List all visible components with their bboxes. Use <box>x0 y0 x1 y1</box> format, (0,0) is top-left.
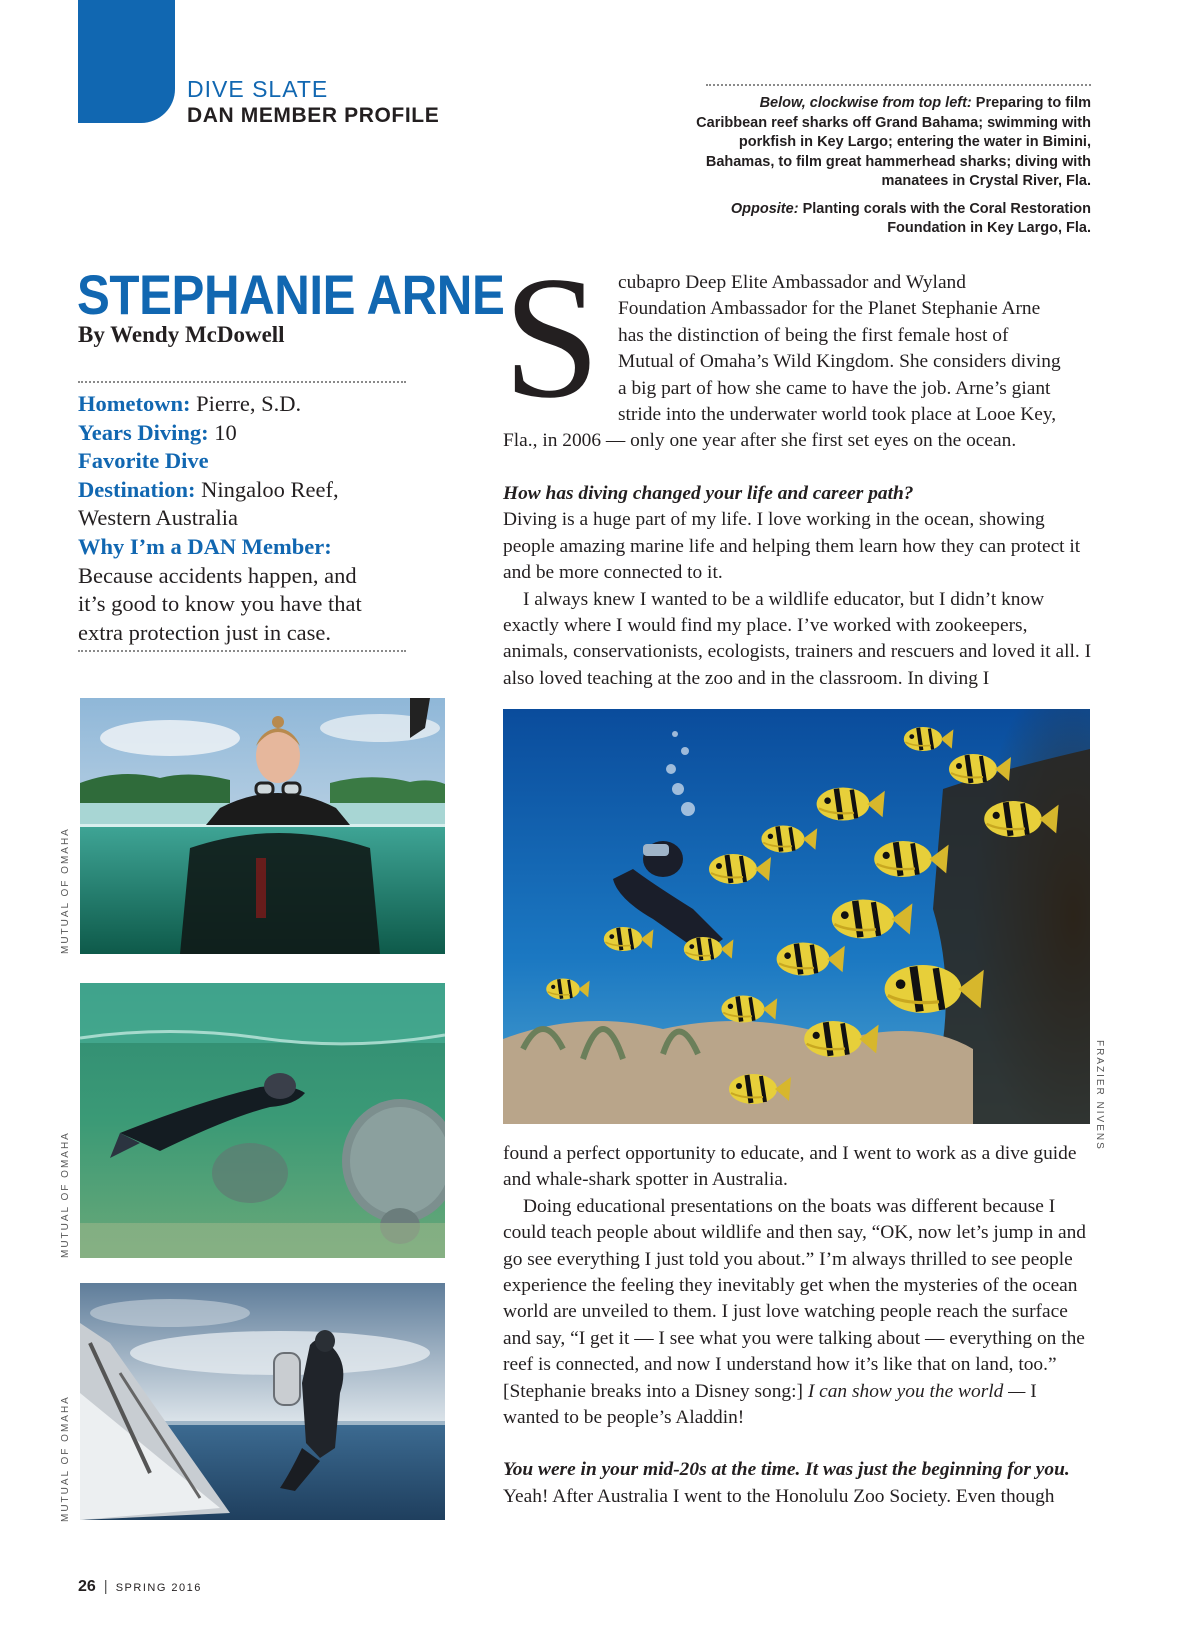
section-title: DIVE SLATE <box>187 76 329 102</box>
question-2: You were in your mid-20s at the time. It was just the beginning for you. <box>503 1459 1070 1481</box>
why-line-2: it’s good to know you have that <box>78 591 362 617</box>
photo-porkfish-school <box>503 709 1090 1124</box>
photo-boat-entry <box>80 1283 445 1520</box>
photo-manatees-image <box>80 983 445 1258</box>
photo-caption <box>690 94 1091 247</box>
answer-1-paragraph-3-end: I wanted to be people’s Aladdin! <box>503 1380 1037 1429</box>
why-line-3: extra protection just in case. <box>78 619 332 645</box>
facts-divider-bottom <box>78 650 406 652</box>
intro-line-last: Fla., in 2006 — only one year after she first set eyes on the ocean. <box>503 430 1017 451</box>
why-label: Why I’m a DAN Member: <box>78 533 332 559</box>
photo-credit-main: FRAZIER NIVENS <box>1094 1040 1105 1151</box>
intro-line: a big part of how she came to have the job. Arne’s giant <box>618 377 1051 399</box>
caption-text: Preparing to film Caribbean reef sharks off Grand Bahama; swimming with porkfish in Key Largo; entering the water in Bimini, Bahamas, to film great hammerhead sharks; diving with manatees in Crystal River, Fla. <box>696 95 1091 189</box>
years-label: Years Diving: <box>78 419 209 445</box>
byline: By Wendy McDowell <box>78 322 285 347</box>
page-number: 26 <box>78 1578 96 1595</box>
caption-divider <box>706 84 1091 86</box>
article-body-bottom <box>503 1141 1093 1510</box>
intro-line: Mutual of Omaha’s Wild Kingdom. She considers diving <box>618 351 1061 373</box>
profile-facts <box>78 390 408 647</box>
photo-diver-split-level-image <box>80 698 445 954</box>
years-value: 10 <box>214 419 237 445</box>
facts-divider-top <box>78 381 406 383</box>
article-body-top <box>503 481 1093 692</box>
answer-2: Yeah! After Australia I went to the Honolulu Zoo Society. Even though <box>503 1485 1055 1507</box>
song-lyric: I can show you the world — <box>807 1380 1026 1402</box>
answer-1-paragraph-2-continued: found a perfect opportunity to educate, and I went to work as a dive guide and whale-shark spotter in Australia. <box>503 1143 1077 1191</box>
photo-manatees <box>80 983 445 1258</box>
destination-value-2: Western Australia <box>78 505 239 531</box>
intro-line: Foundation Ambassador for the Planet Stephanie Arne <box>618 298 1041 320</box>
photo-boat-entry-image <box>80 1283 445 1520</box>
photo-credit-3: MUTUAL OF OMAHA <box>60 1395 71 1522</box>
answer-1-paragraph-2: I always knew I wanted to be a wildlife educator, but I didn’t know exactly where I would find my place. I’ve worked with zookeepers, animals, conservationists, ecologists, trainers and rescuers and loved it all. I also loved teaching at the zoo and in the classroom. In diving I <box>503 588 1092 689</box>
photo-porkfish-school-image <box>503 709 1090 1124</box>
caption-lead: Below, clockwise from top left: <box>759 95 972 111</box>
caption-lead-opposite: Opposite: <box>730 200 799 217</box>
hometown-label: Hometown: <box>78 391 191 416</box>
drop-cap: S <box>503 240 601 434</box>
photo-credit-1: MUTUAL OF OMAHA <box>60 827 71 954</box>
photo-diver-split-level <box>80 698 445 954</box>
issue-label: SPRING 2016 <box>115 1582 202 1594</box>
intro-line: stride into the underwater world took place at Looe Key, <box>618 404 1057 426</box>
footer-separator: | <box>103 1578 108 1595</box>
photo-credit-2: MUTUAL OF OMAHA <box>60 1131 71 1258</box>
answer-1-paragraph-3 <box>503 1194 1093 1432</box>
destination-label-2: Destination: <box>78 476 196 502</box>
why-line-1: Because accidents happen, and <box>78 562 357 588</box>
hometown-value: Pierre, S.D. <box>196 391 302 416</box>
destination-value: Ningaloo Reef, <box>201 476 339 502</box>
answer-1-paragraph-1: Diving is a huge part of my life. I love working in the ocean, showing people amazing marine life and helping them learn how they can protect it and be more connected to it. <box>503 509 1081 584</box>
caption-text-opposite: Planting corals with the Coral Restoration Foundation in Key Largo, Fla. <box>802 200 1091 236</box>
section-tab <box>78 0 175 123</box>
paragraph-spacer <box>503 1431 1093 1457</box>
intro-line: cubapro Deep Elite Ambassador and Wyland <box>618 272 966 293</box>
article-intro <box>618 270 1098 428</box>
section-subtitle: DAN MEMBER PROFILE <box>187 104 440 127</box>
question-1: How has diving changed your life and career path? <box>503 483 914 504</box>
answer-1-paragraph-3-text: Doing educational presentations on the boats was different because I could teach people about wildlife and then say, “OK, now let’s jump in and go see everything I just told you about.” I’m always thrilled to see people experience the feeling they inevitably get when the mysteries of the ocean world are unveiled to them. I just love watching people reach the surface and say, “I get it — I see what you were talking about — everything on the reef is connected, and now I understand how it’s like that on land, too.” [Stephanie breaks into a Disney song:] <box>503 1195 1087 1402</box>
page-footer <box>78 1578 202 1596</box>
page-title: STEPHANIE ARNE <box>77 263 505 326</box>
intro-line: has the distinction of being the first female host of <box>618 324 1009 346</box>
destination-label: Favorite Dive <box>78 448 209 474</box>
